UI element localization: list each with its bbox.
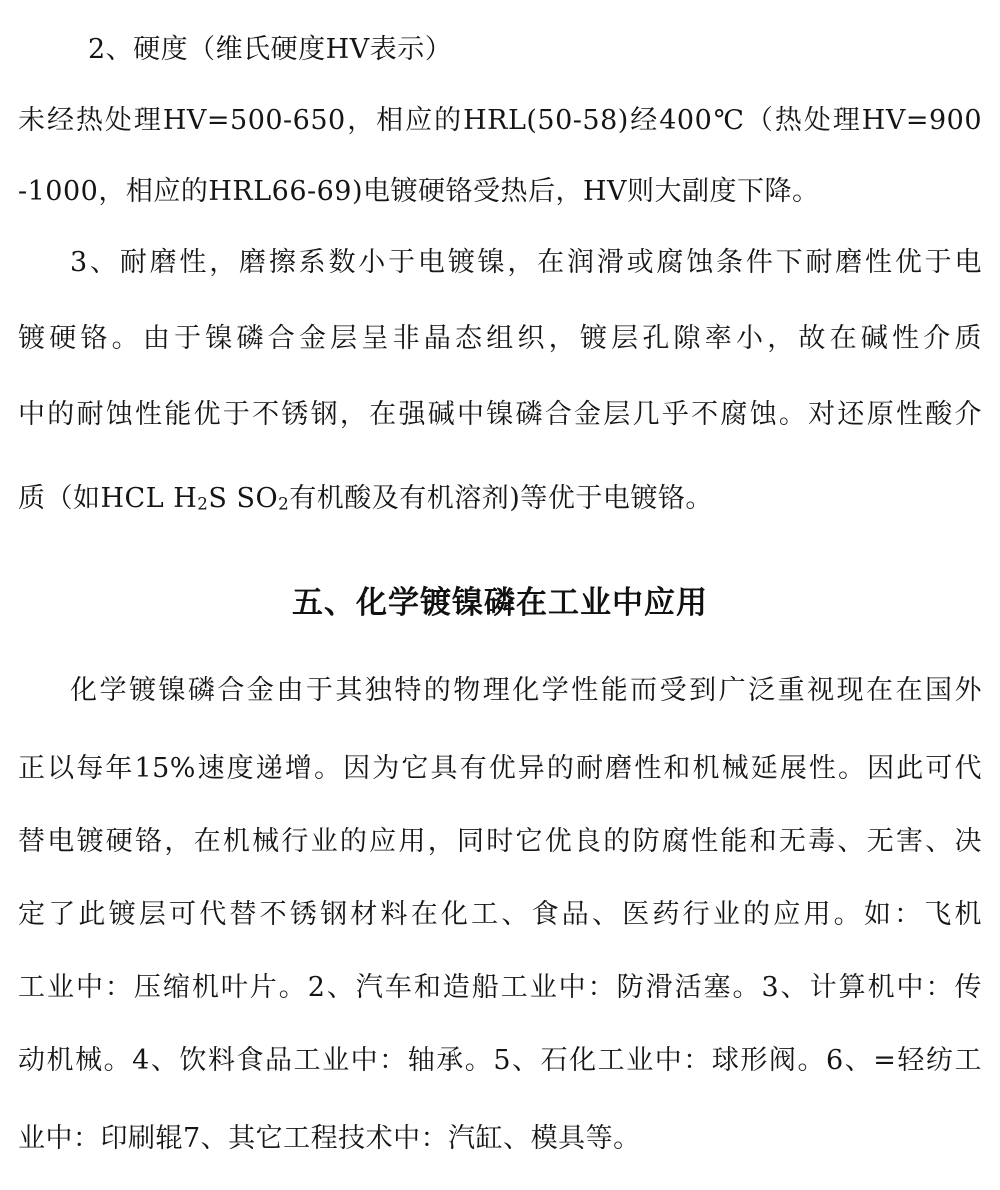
section-3-line-4-part-2: S SO [208, 483, 279, 514]
section-3-line-2: 镀硬铬。由于镍磷合金层呈非晶态组织，镀层孔隙率小，故在碱性介质 [18, 323, 982, 354]
section-5-title: 五、化学镀镍磷在工业中应用 [292, 585, 708, 621]
section-3-line-3: 中的耐蚀性能优于不锈钢，在强碱中镍磷合金层几乎不腐蚀。对还原性酸介 [18, 399, 982, 430]
section-5-line-6: 动机械。4、饮料食品工业中：轴承。5、石化工业中：球形阀。6、=轻纺工 [18, 1045, 982, 1076]
section-3-line-1: 3、耐磨性，磨擦系数小于电镀镍，在润滑或腐蚀条件下耐磨性优于电 [70, 247, 982, 278]
section-3-line-4-part-1: 质（如HCL H [18, 483, 198, 514]
subscript-2: 2 [197, 493, 209, 514]
section-5-line-7: 业中：印刷辊7、其它工程技术中：汽缸、模具等。 [18, 1123, 641, 1154]
section-2-heading: 2、硬度（维氏硬度HV表示） [88, 34, 453, 65]
section-5-line-2: 正以每年15%速度递增。因为它具有优异的耐磨性和机械延展性。因此可代 [18, 753, 982, 784]
section-5-line-4: 定了此镀层可代替不锈钢材料在化工、食品、医药行业的应用。如：飞机 [18, 899, 982, 930]
section-2-line-2: -1000，相应的HRL66-69)电镀硬铬受热后，HV则大副度下降。 [18, 176, 820, 207]
section-2-line-1: 未经热处理HV=500-650，相应的HRL(50-58)经400℃（热处理HV=900 [18, 105, 982, 136]
subscript-2: 2 [278, 493, 290, 514]
section-5-line-1: 化学镀镍磷合金由于其独特的物理化学性能而受到广泛重视现在在国外 [70, 675, 982, 706]
section-5-line-5: 工业中：压缩机叶片。2、汽车和造船工业中：防滑活塞。3、计算机中：传 [18, 972, 982, 1003]
section-3-line-4 [18, 482, 982, 516]
section-5-line-3: 替电镀硬铬，在机械行业的应用，同时它优良的防腐性能和无毒、无害、决 [18, 826, 982, 857]
section-3-line-4-part-3: 有机酸及有机溶剂)等优于电镀铬。 [289, 483, 713, 514]
